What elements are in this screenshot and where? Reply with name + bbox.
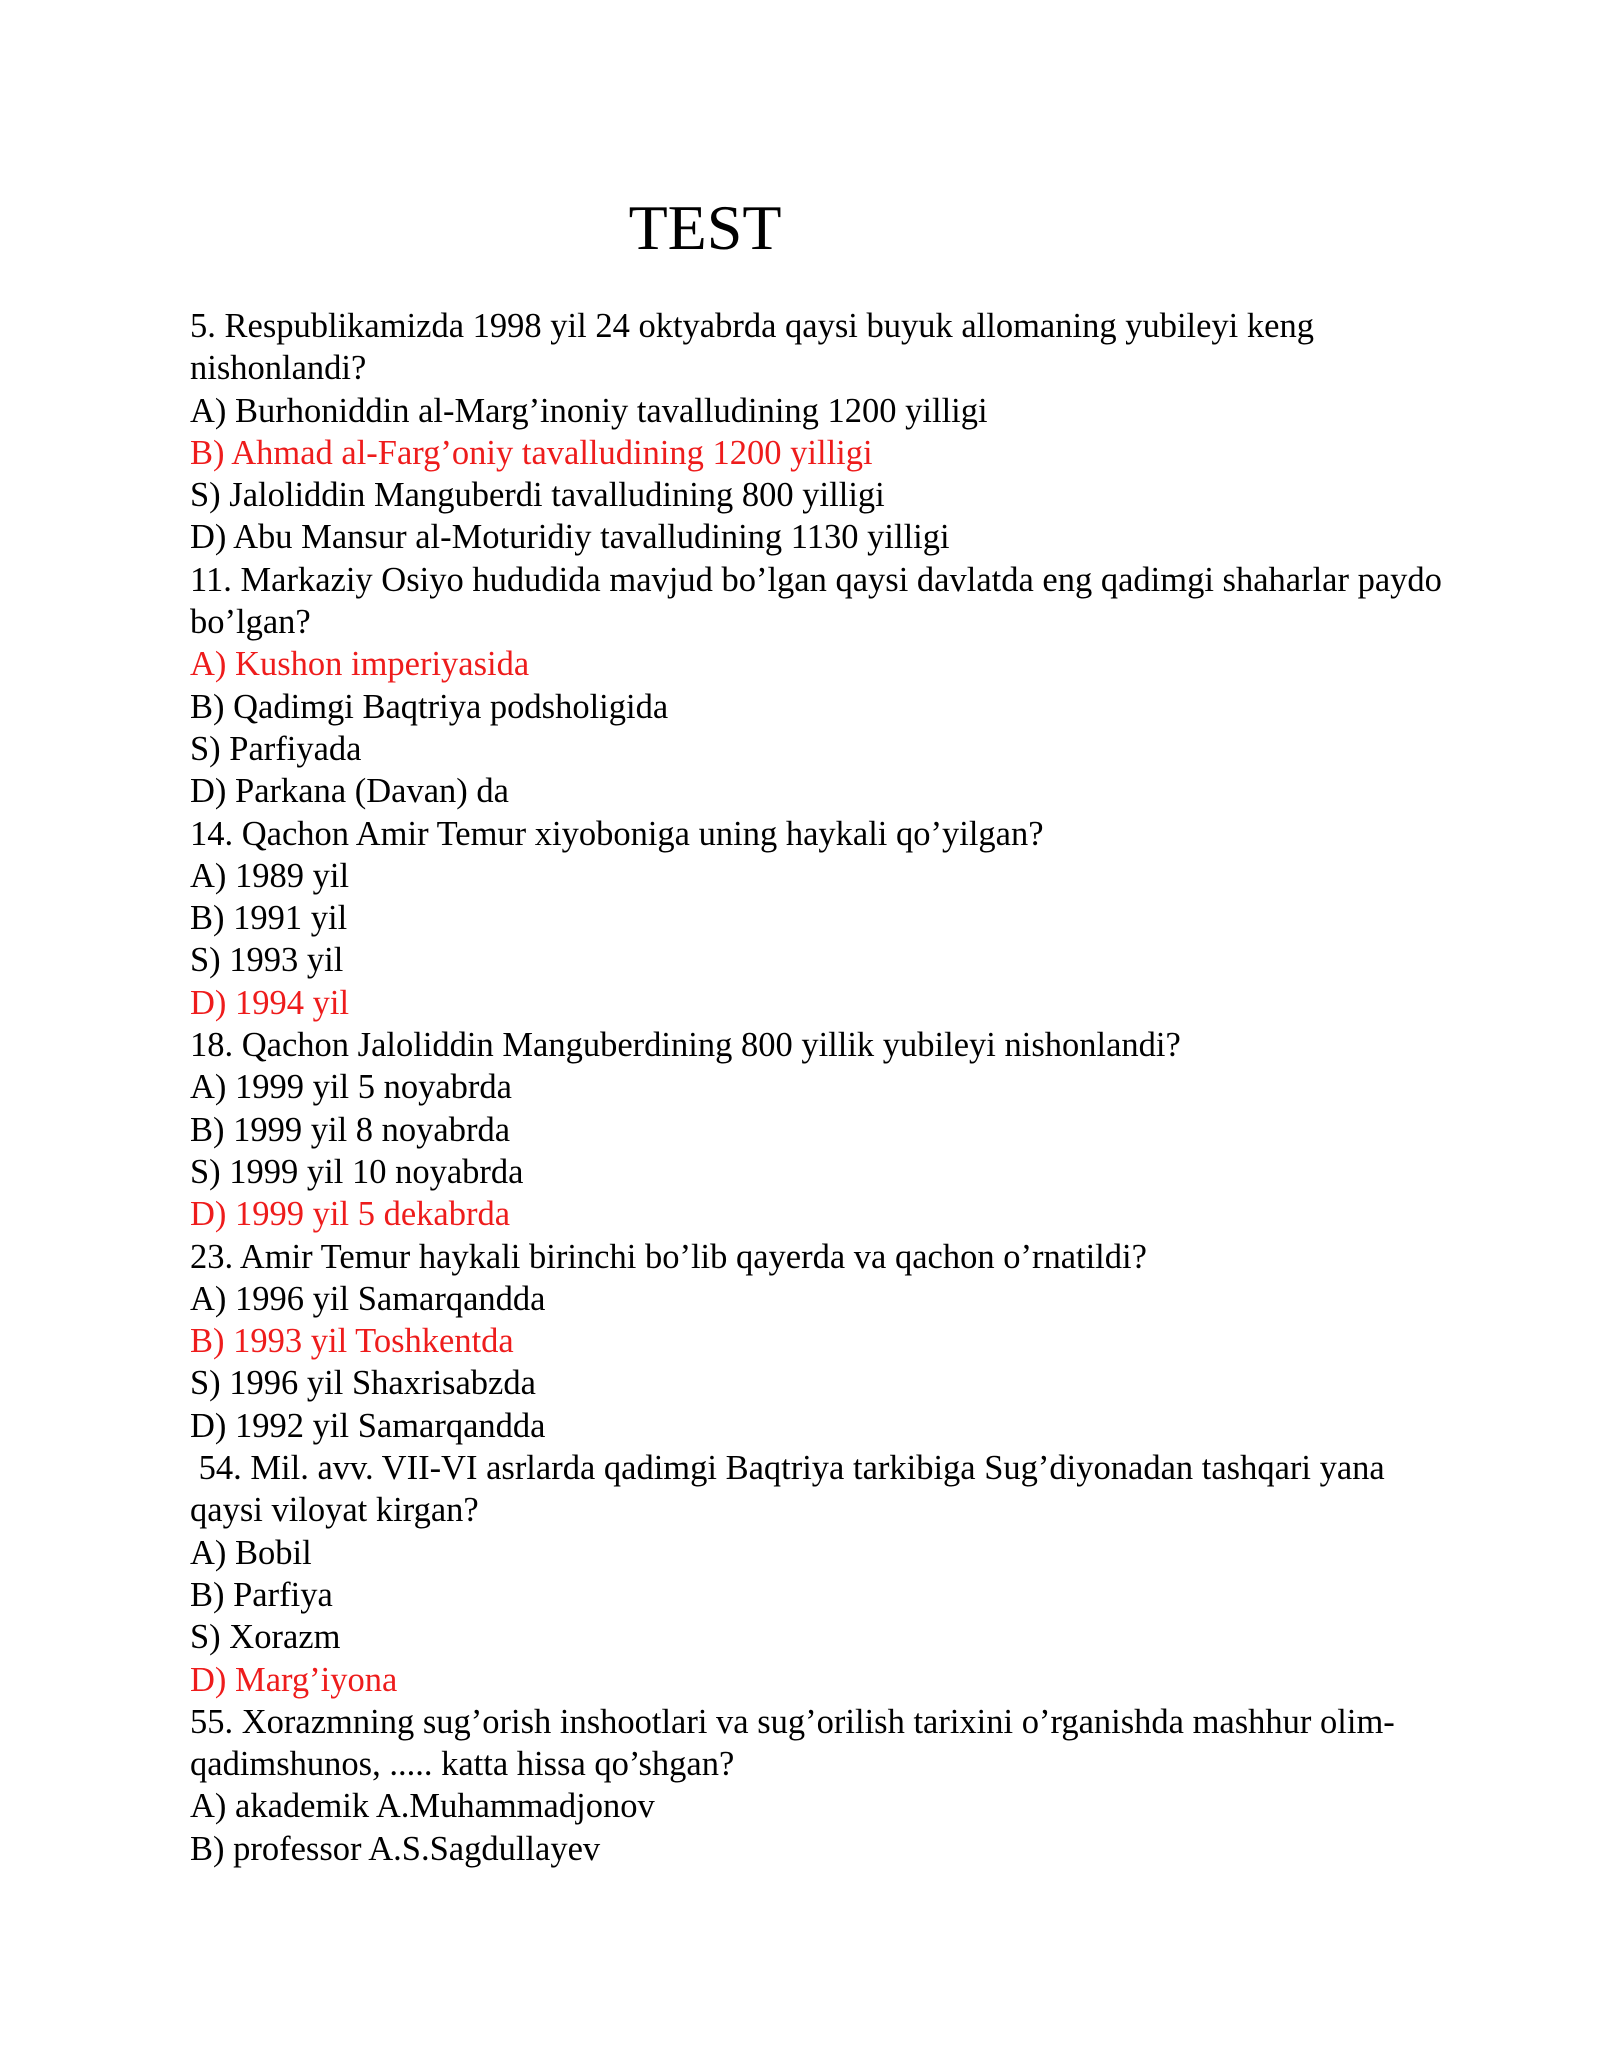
answer-option: B) Qadimgi Baqtriya podsholigida [190,687,669,726]
answer-option: S) Jaloliddin Manguberdi tavalludining 800 yilligi [190,476,885,515]
answer-option: B) professor A.S.Sagdullayev [190,1829,601,1868]
question-block [190,1024,1450,1235]
question-block [190,1447,1450,1701]
answer-option-correct: D) Marg’iyona [190,1660,398,1699]
answer-option: D) Abu Mansur al-Moturidiy tavalludining 1130 yilligi [190,518,950,557]
answer-option: A) Burhoniddin al-Marg’inoniy tavalludining 1200 yilligi [190,391,988,430]
page-title: TEST [628,192,782,263]
answer-option: S) Xorazm [190,1618,341,1657]
answer-option: A) 1996 yil Samarqandda [190,1279,546,1318]
answer-option: D) Parkana (Davan) da [190,772,509,811]
answer-option: A) akademik A.Muhammadjonov [190,1787,655,1826]
answer-option: S) 1993 yil [190,941,344,980]
question-list [190,305,1450,1870]
answer-option: A) 1989 yil [190,856,350,895]
answer-option-correct: D) 1999 yil 5 dekabrda [190,1195,511,1234]
question-block [190,813,1450,1024]
question-text: 55. Xorazmning sug’orish inshootlari va sug’orilish tarixini o’rganishda mashhur olim-qadimshunos, ..... katta hissa qo’shgan? [190,1702,1395,1784]
question-text: 5. Respublikamizda 1998 yil 24 oktyabrda qaysi buyuk allomaning yubileyi keng nishonlandi? [190,307,1323,388]
question-text: 14. Qachon Amir Temur xiyoboniga uning haykali qo’yilgan? [190,814,1044,853]
answer-option: B) 1991 yil [190,899,348,938]
question-text: 23. Amir Temur haykali birinchi bo’lib qayerda va qachon o’rnatildi? [190,1237,1147,1276]
question-block [190,305,1450,559]
answer-option: S) 1999 yil 10 noyabrda [190,1152,524,1191]
answer-option-correct: D) 1994 yil [190,983,350,1022]
question-text: 18. Qachon Jaloliddin Manguberdining 800 yillik yubileyi nishonlandi? [190,1026,1181,1065]
answer-option: S) 1996 yil Shaxrisabzda [190,1364,536,1403]
question-text: 11. Markaziy Osiyo hududida mavjud bo’lgan qaysi davlatda eng qadimgi shaharlar paydo bo’lgan? [190,560,1451,642]
answer-option-correct: B) 1993 yil Toshkentda [190,1322,514,1361]
answer-option: B) 1999 yil 8 noyabrda [190,1110,511,1149]
answer-option: A) 1999 yil 5 noyabrda [190,1068,512,1107]
answer-option-correct: A) Kushon imperiyasida [190,645,530,684]
question-block [190,1701,1450,1870]
question-block [190,559,1450,813]
answer-option: A) Bobil [190,1533,312,1572]
answer-option-correct: B) Ahmad al-Farg’oniy tavalludining 1200 yilligi [190,433,873,472]
answer-option: D) 1992 yil Samarqandda [190,1406,546,1445]
question-text: 54. Mil. avv. VII-VI asrlarda qadimgi Baqtriya tarkibiga Sug’diyonadan tashqari yana qaysi viloyat kirgan? [190,1449,1394,1530]
answer-option: B) Parfiya [190,1575,333,1614]
question-block [190,1236,1450,1447]
answer-option: S) Parfiyada [190,729,362,768]
